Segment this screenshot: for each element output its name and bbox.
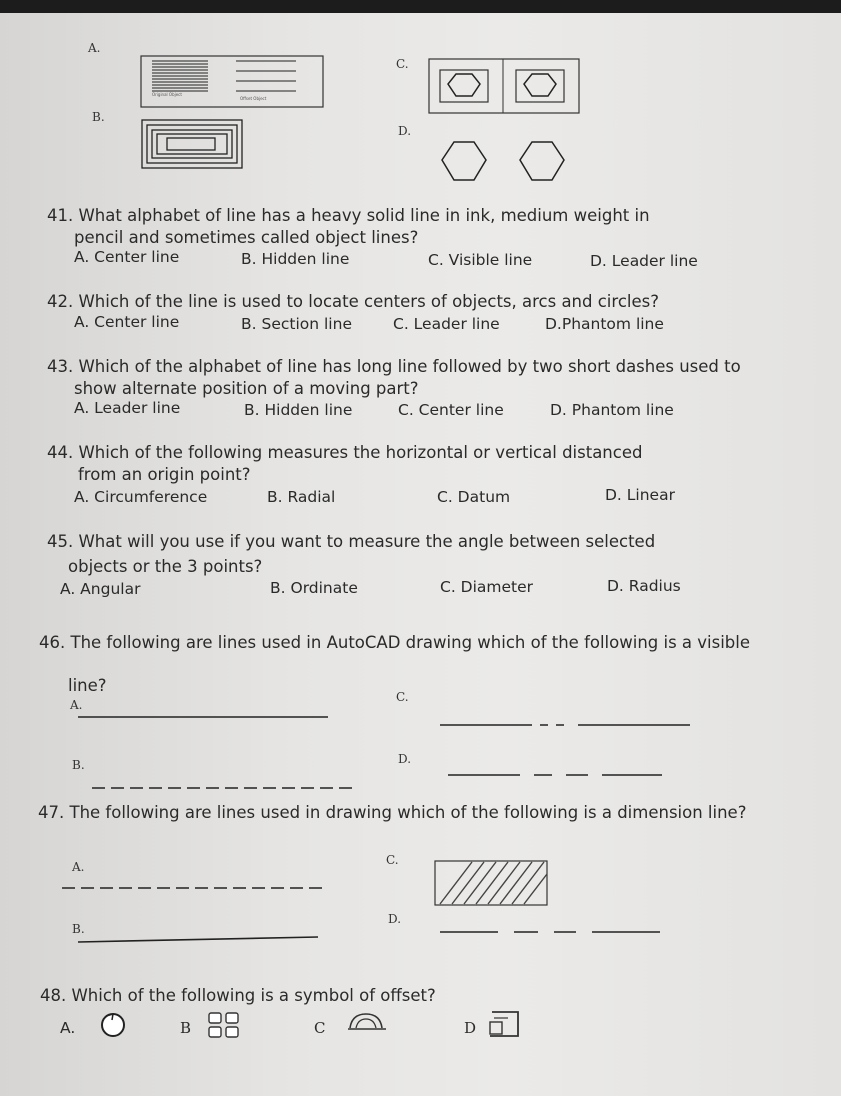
q46-label-d[interactable]: D. [398,752,412,766]
q45-option-d[interactable]: D. Radius [607,577,681,595]
q44-option-c[interactable]: C. Datum [437,488,511,506]
offset-arc-icon[interactable] [346,1010,388,1034]
q48-option-a[interactable]: A. [60,1019,76,1037]
question-41-text-1: 41. What alphabet of line has a heavy solid line in ink, medium weight in [47,206,650,225]
q41-option-a[interactable]: A. Center line [74,248,180,266]
q47-label-b[interactable]: B. [72,922,85,936]
q48-option-c[interactable]: C [314,1019,326,1037]
figure-a-caption-1: Original Object [152,92,182,97]
q47-label-a[interactable]: A. [72,860,85,874]
q42-option-d[interactable]: D.Phantom line [545,315,664,333]
question-45-text-1: 45. What will you use if you want to measure the angle between selected [47,532,656,551]
figure-label-b: B. [92,110,105,124]
q43-option-d[interactable]: D. Phantom line [550,401,674,419]
figure-label-c: C. [396,57,409,71]
figure-a-offset-lines [140,55,325,111]
q46-line-a-solid [78,714,330,720]
q43-option-c[interactable]: C. Center line [398,401,504,419]
q46-label-a[interactable]: A. [70,698,83,712]
q47-section-hatch [434,860,549,908]
question-41-text-2: pencil and sometimes called object lines? [74,228,419,247]
q41-option-c[interactable]: C. Visible line [428,251,533,269]
offset-circle-icon[interactable] [96,1012,130,1038]
figure-a-caption-2: Offset Object [240,96,267,101]
q41-option-b[interactable]: B. Hidden line [241,250,350,268]
q42-option-c[interactable]: C. Leader line [393,315,500,333]
q44-option-d[interactable]: D. Linear [605,486,675,504]
question-43-text-1: 43. Which of the alphabet of line has long line followed by two short dashes used to [47,357,741,376]
figure-b-nested-rectangles [140,118,245,170]
q47-line-b-dimension [78,935,323,947]
array-squares-icon[interactable] [206,1010,244,1040]
question-46-text-1: 46. The following are lines used in AutoCAD drawing which of the following is a visible [39,633,751,652]
question-43-text-2: show alternate position of a moving part? [74,379,419,398]
top-dark-edge [0,0,841,13]
q47-label-d[interactable]: D. [388,912,402,926]
q43-option-a[interactable]: A. Leader line [74,399,181,417]
offset-rectangle-icon[interactable] [484,1008,524,1040]
q44-option-b[interactable]: B. Radial [267,488,336,506]
q46-label-b[interactable]: B. [72,758,85,772]
q45-option-a[interactable]: A. Angular [60,580,141,598]
figure-label-a: A. [88,41,101,55]
q45-option-c[interactable]: C. Diameter [440,578,534,596]
question-42-text-1: 42. Which of the line is used to locate centers of objects, arcs and circles? [47,292,659,311]
q42-option-a[interactable]: A. Center line [74,313,180,331]
q48-option-b[interactable]: B [180,1019,192,1037]
figure-c-offset-octagons [428,58,583,118]
q46-line-b-hidden [92,785,362,791]
question-44-text-1: 44. Which of the following measures the horizontal or vertical distanced [47,443,643,462]
q46-line-c-phantom [440,722,692,728]
q47-label-c[interactable]: C. [386,853,399,867]
q47-line-a-hidden [62,885,332,891]
q41-option-d[interactable]: D. Leader line [590,252,698,270]
question-46-text-2: line? [68,676,107,695]
q44-option-a[interactable]: A. Circumference [74,488,208,506]
figure-d-octagons [440,140,580,185]
q46-label-c[interactable]: C. [396,690,409,704]
question-48-text-1: 48. Which of the following is a symbol of offset? [40,986,436,1005]
question-47-text-1: 47. The following are lines used in drawing which of the following is a dimension line? [38,803,747,822]
q43-option-b[interactable]: B. Hidden line [244,401,353,419]
question-45-text-2: objects or the 3 points? [68,557,263,576]
figure-label-d: D. [398,124,412,138]
question-44-text-2: from an origin point? [78,465,251,484]
q48-option-d[interactable]: D [464,1019,477,1037]
q45-option-b[interactable]: B. Ordinate [270,579,358,597]
q42-option-b[interactable]: B. Section line [241,315,352,333]
q46-line-d-center [448,772,668,778]
q47-line-d-center [440,929,665,935]
